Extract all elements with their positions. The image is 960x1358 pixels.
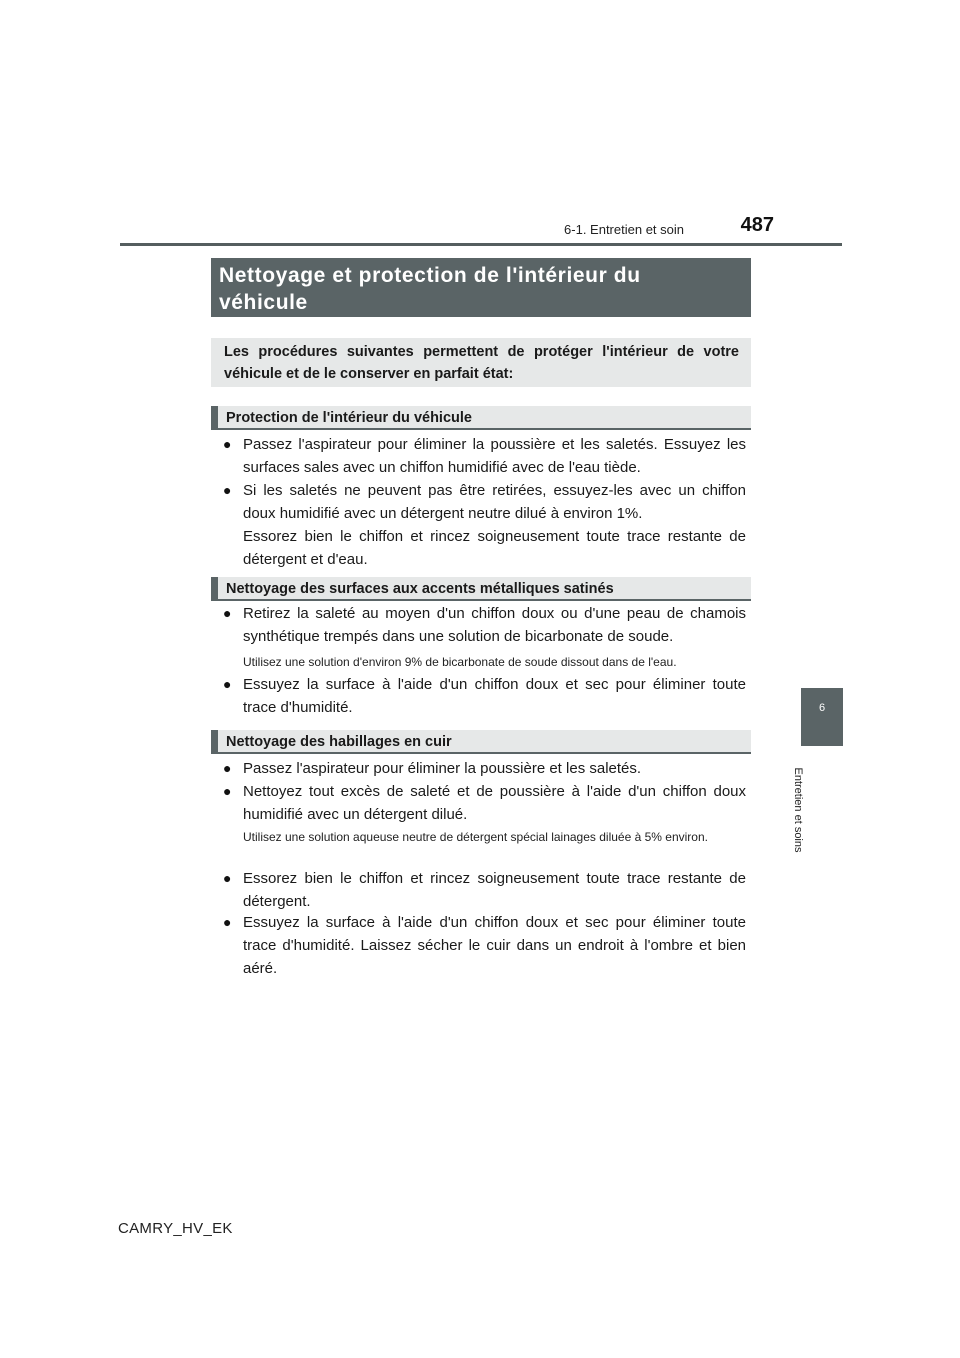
list-item-text: Retirez la saleté au moyen d'un chiffon doux ou d'une peau de chamois synthétique trempés dans une solution de bicarbonate de soude. [243, 605, 746, 645]
chapter-side-label-text: Entretien et soins [792, 767, 804, 853]
list-item [223, 867, 746, 913]
list-item-text: Passez l'aspirateur pour éliminer la poussière et les saletés. Essuyez les surfaces sales avec un chiffon humidifié avec de l'eau tiède. [243, 436, 746, 476]
bullet-icon: ● [223, 605, 232, 621]
page-title-line-1: Nettoyage et protection de l'intérieur du [219, 264, 641, 287]
chapter-side-label [786, 750, 810, 870]
chapter-tab: 6 [801, 688, 843, 746]
intro-box: Les procédures suivantes permettent de protéger l'intérieur de votre véhicule et de le conserver en parfait état: [211, 338, 751, 387]
list-item [223, 479, 746, 571]
list-item-text: Passez l'aspirateur pour éliminer la poussière et les saletés. [243, 760, 642, 777]
list-item-text: Nettoyez tout excès de saleté et de poussière à l'aide d'un chiffon doux humidifié avec un détergent dilué. [243, 783, 746, 823]
running-header-section: 6-1. Entretien et soin [564, 222, 684, 237]
footer-model-code: CAMRY_HV_EK [118, 1220, 233, 1237]
list-item-text: Essuyez la surface à l'aide d'un chiffon doux et sec pour éliminer toute trace d'humidité. Laissez sécher le cuir dans un endroit à l'ombre et bien aéré. [243, 914, 746, 977]
note-text: Utilisez une solution aqueuse neutre de détergent spécial lainages diluée à 5% environ. [243, 830, 708, 844]
page-title [211, 258, 751, 317]
bullet-icon: ● [223, 482, 232, 498]
bullet-icon: ● [223, 760, 232, 776]
list-item-text: Essorez bien le chiffon et rincez soigneusement toute trace restante de détergent. [243, 870, 746, 910]
page-title-line-2: véhicule [219, 291, 308, 314]
list-item-text-continued: Essorez bien le chiffon et rincez soigneusement toute trace restante de détergent et d'eau. [243, 528, 746, 568]
bullet-icon: ● [223, 436, 232, 452]
list-item [223, 433, 746, 479]
bullet-icon: ● [223, 914, 232, 930]
section-heading-leather: Nettoyage des habillages en cuir [211, 730, 751, 754]
list-item [223, 757, 746, 780]
list-item [223, 673, 746, 719]
note-text: Utilisez une solution d'environ 9% de bicarbonate de soude dissout dans de l'eau. [243, 655, 677, 669]
list-item-text: Essuyez la surface à l'aide d'un chiffon doux et sec pour éliminer toute trace d'humidité. [243, 676, 746, 716]
list-item [223, 911, 746, 980]
list-item [223, 602, 746, 648]
section-heading-interior-protection: Protection de l'intérieur du véhicule [211, 406, 751, 430]
list-item [223, 780, 746, 826]
bullet-icon: ● [223, 676, 232, 692]
header-rule [120, 243, 842, 246]
bullet-icon: ● [223, 870, 232, 886]
bullet-icon: ● [223, 783, 232, 799]
page-number: 487 [740, 214, 774, 236]
section-heading-satin-metal: Nettoyage des surfaces aux accents métalliques satinés [211, 577, 751, 601]
list-item-text: Si les saletés ne peuvent pas être retirées, essuyez-les avec un chiffon doux humidifié avec un détergent neutre dilué à environ 1%. [243, 482, 746, 522]
